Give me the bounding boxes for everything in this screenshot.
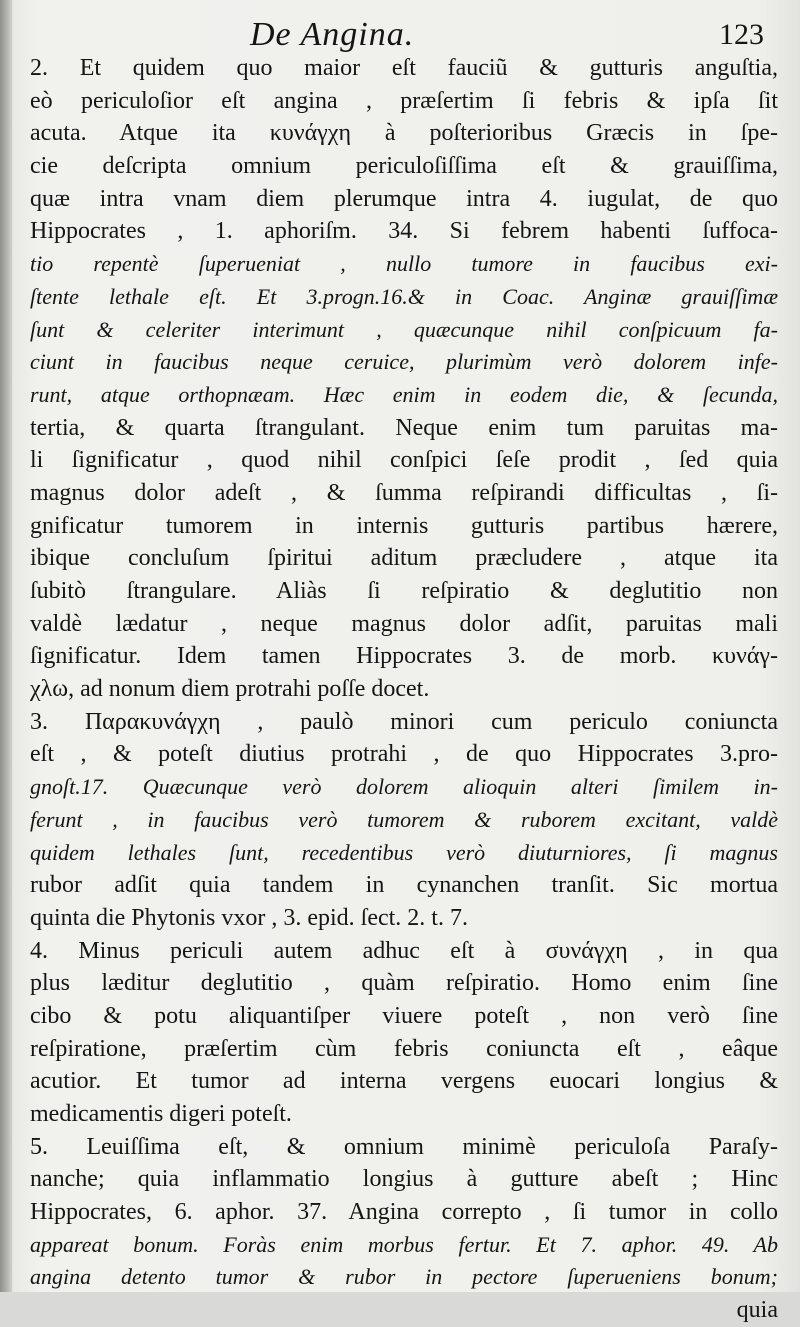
text-line: ſubitò ſtrangulare. Aliàs ſi reſpiratio & deglutitio non (30, 578, 778, 604)
running-title: De Angina. (250, 16, 415, 53)
text-line: quinta die Phytonis vxor , 3. epid. ſect. 2. t. 7. (30, 904, 468, 931)
text-line: cie deſcripta omnium periculoſiſſima eſt & grauiſſima, (30, 153, 778, 180)
text-line: gnificatur tumorem in internis gutturis partibus hærere, (30, 512, 778, 539)
text-line: angina detento tumor & rubor in pectore ſuperueniens bonum; (30, 1264, 778, 1290)
text-line: medicamentis digeri poteſt. (30, 1101, 292, 1127)
text-line: quidem lethales ſunt, recedentibus verò diuturniores, ſi magnus (30, 839, 778, 865)
text-line: runt, atque orthopnæam. Hæc enim in eodem die, & ſecunda, (30, 381, 778, 407)
text-line: plus læditur deglutitio , quàm reſpiratio. Homo enim ſine (30, 970, 778, 997)
text-line: li ſignificatur , quod nihil conſpici ſeſe prodit , ſed quia (30, 447, 778, 474)
text-line: 4. Minus periculi autem adhuc eſt à συνάγχη , in qua (30, 937, 778, 964)
text-line: ibique concluſum ſpiritui aditum præcludere , atque ita (30, 545, 778, 572)
text-line: ferunt , in faucibus verò tumorem & ruborem excitant, valdè (30, 806, 778, 832)
text-line: appareat bonum. Foràs enim morbus fertur. Et 7. aphor. 49. Ab (30, 1231, 778, 1257)
page-spine-shadow (0, 0, 12, 1292)
text-line: 5. Leuiſſima eſt, & omnium minimè periculoſa Paraſy- (30, 1133, 778, 1160)
text-line: magnus dolor adeſt , & ſumma reſpirandi difficultas , ſi- (30, 479, 778, 506)
text-line: acuta. Atque ita κυνάγχη à poſterioribus Græcis in ſpe- (30, 120, 778, 147)
text-line: ſunt & celeriter interimunt , quæcunque nihil conſpicuum fa- (30, 316, 778, 342)
text-line: nanche; quia inflammatio longius à gutture abeſt ; Hinc (30, 1166, 778, 1193)
text-line: cibo & potu aliquantiſper viuere poteſt , non verò ſine (30, 1002, 778, 1029)
text-line: tio repentè ſuperueniat , nullo tumore in faucibus exi- (30, 251, 778, 277)
text-line: quæ intra vnam diem plerumque intra 4. iugulat, de quo (30, 185, 778, 212)
text-line: χλω, ad nonum diem protrahi poſſe docet. (30, 676, 430, 703)
page-number: 123 (719, 18, 764, 51)
text-line: gnoſt.17. Quæcunque verò dolorem alioquin alteri ſimilem in- (30, 774, 778, 800)
text-line: ciunt in faucibus neque ceruice, plurimùm verò dolorem infe- (30, 349, 778, 375)
body-text (30, 52, 778, 1327)
text-line: quia (736, 1297, 778, 1324)
text-line: 2. Et quidem quo maior eſt fauciũ & gutturis anguſtia, (30, 55, 778, 81)
text-line: 3. Παρακυνάγχη , paulò minori cum periculo coniuncta (30, 708, 778, 735)
text-line: ſignificatur. Idem tamen Hippocrates 3. de morb. κυνάγ- (30, 643, 778, 670)
page-header (0, 6, 800, 52)
text-line: eſt , & poteſt diutius protrahi , de quo Hippocrates 3.pro- (30, 741, 778, 768)
text-line: eò periculoſior eſt angina , præſertim ſi febris & ipſa ſit (30, 87, 778, 114)
text-line: Hippocrates , 1. aphoriſm. 34. Si febrem habenti ſuffoca- (30, 218, 778, 245)
text-line: ſtente lethale eſt. Et 3.progn.16.& in Coac. Anginæ grauiſſimæ (30, 283, 778, 309)
text-line: valdè lædatur , neque magnus dolor adſit, paruitas mali (30, 610, 778, 637)
text-line: reſpiratione, præſertim cùm febris coniuncta eſt , eâque (30, 1035, 778, 1062)
text-line: acutior. Et tumor ad interna vergens euocari longius & (30, 1068, 778, 1095)
text-line: tertia, & quarta ſtrangulant. Neque enim tum paruitas ma- (30, 414, 778, 441)
text-line: rubor adſit quia tandem in cynanchen tranſit. Sic mortua (30, 872, 778, 899)
text-line: Hippocrates, 6. aphor. 37. Angina correpto , ſi tumor in collo (30, 1199, 778, 1226)
